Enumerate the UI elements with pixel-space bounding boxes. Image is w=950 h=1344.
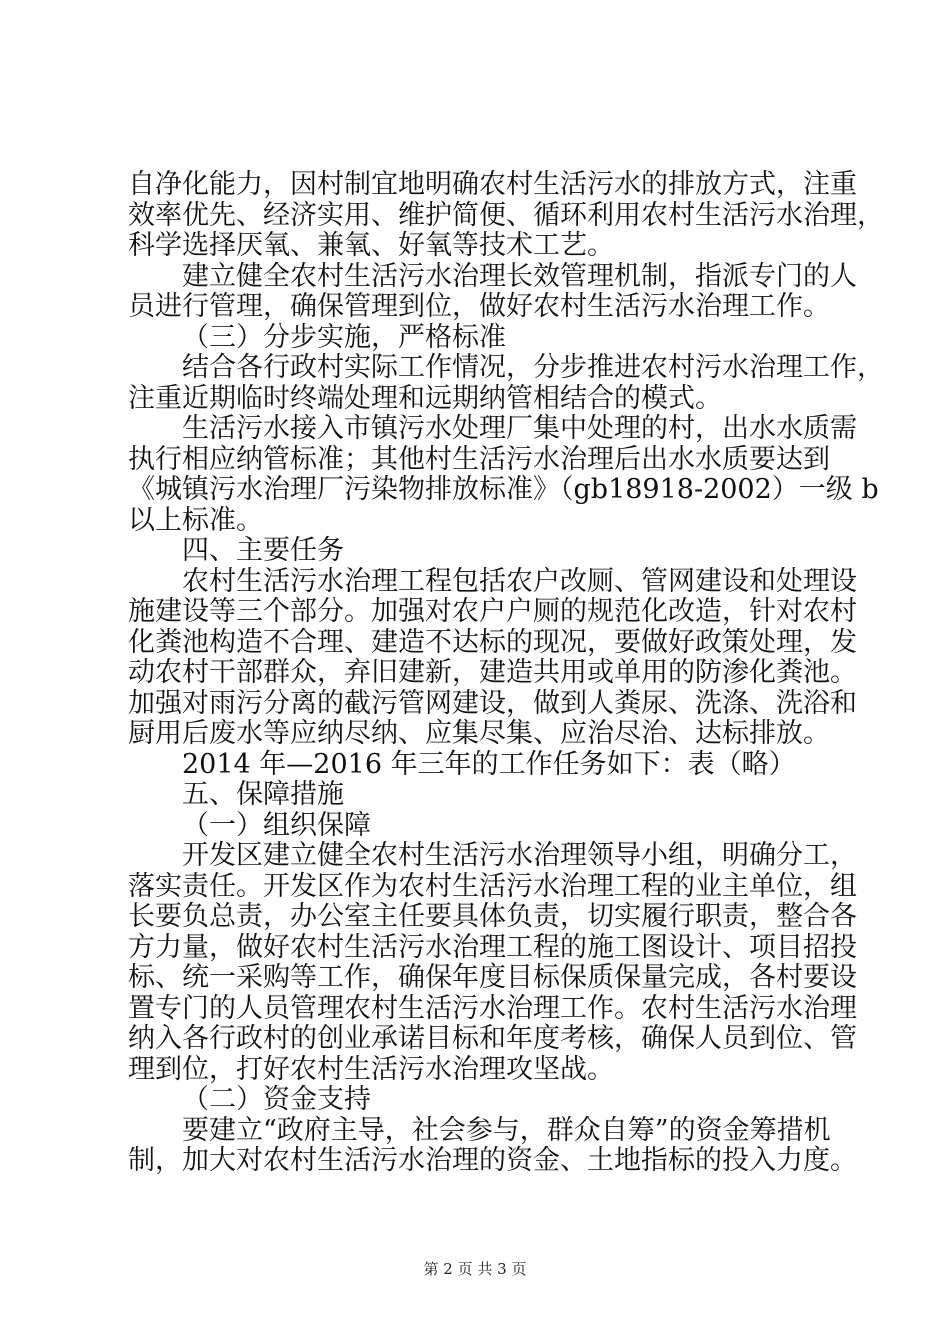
text-line: 以上标准。 [128,504,263,536]
text-line: 厨用后废水等应纳尽纳、应集尽集、应治尽治、达标排放。 [128,718,830,749]
text-line: 执行相应纳管标准；其他村生活污水治理后出水水质要达到 [128,443,830,475]
text-line: 纳入各行政村的创业承诺目标和年度考核，确保人员到位、管 [128,1023,857,1054]
document-body [128,169,884,1177]
text-line: 落实责任。开发区作为农村生活污水治理工程的业主单位，组 [128,870,857,902]
text-line: 农村生活污水治理工程包括农户改厕、管网建设和处理设 [182,565,857,597]
text-line: 动农村干部群众，弃旧建新，建造共用或单用的防渗化粪池。 [128,657,857,688]
text-line: 施建设等三个部分。加强对农户户厕的规范化改造，针对农村 [128,596,857,627]
text-line: 要建立“政府主导，社会参与，群众自筹”的资金筹措机 [182,1114,831,1146]
text-line: 自净化能力，因村制宜地明确农村生活污水的排放方式，注重 [128,169,857,200]
text-line: 制，加大对农村生活污水治理的资金、土地指标的投入力度。 [128,1145,857,1176]
text-line: 员进行管理，确保管理到位，做好农村生活污水治理工作。 [128,291,830,322]
text-line: 理到位，打好农村生活污水治理攻坚战。 [128,1053,614,1085]
text-line: 化粪池构造不合理、建造不达标的现况，要做好政策处理，发 [128,626,857,658]
text-line: 效率优先、经济实用、维护简便、循环利用农村生活污水治理， [128,199,884,231]
text-line: 2014 年—2016 年三年的工作任务如下：表（略） [182,748,796,780]
text-line: （二）资金支持 [182,1084,371,1115]
text-line: （三）分步实施，严格标准 [182,321,506,353]
text-line: 四、主要任务 [182,535,344,566]
page-footer: 第 2 页 共 3 页 [423,1260,527,1278]
text-line: 《城镇污水治理厂污染物排放标准》（gb18918-2002）一级 b [128,474,879,505]
text-line: 置专门的人员管理农村生活污水治理工作。农村生活污水治理 [128,992,857,1024]
text-line: 建立健全农村生活污水治理长效管理机制，指派专门的人 [182,260,857,292]
text-line: 五、保障措施 [182,779,344,810]
text-line: 标、统一采购等工作，确保年度目标保质保量完成，各村要设 [128,962,857,993]
text-line: 方力量，做好农村生活污水治理工程的施工图设计、项目招投 [128,931,857,963]
text-line: （一）组织保障 [182,809,371,841]
text-line: 注重近期临时终端处理和远期纳管相结合的模式。 [128,382,722,414]
text-line: 生活污水接入市镇污水处理厂集中处理的村，出水水质需 [182,413,857,444]
text-line: 开发区建立健全农村生活污水治理领导小组，明确分工， [182,840,857,871]
text-line: 长要负总责，办公室主任要具体负责，切实履行职责，整合各 [128,901,857,932]
text-line: 加强对雨污分离的截污管网建设，做到人粪尿、洗涤、洗浴和 [128,687,857,719]
text-line: 结合各行政村实际工作情况，分步推进农村污水治理工作， [182,352,884,383]
text-line: 科学选择厌氧、兼氧、好氧等技术工艺。 [128,230,614,261]
